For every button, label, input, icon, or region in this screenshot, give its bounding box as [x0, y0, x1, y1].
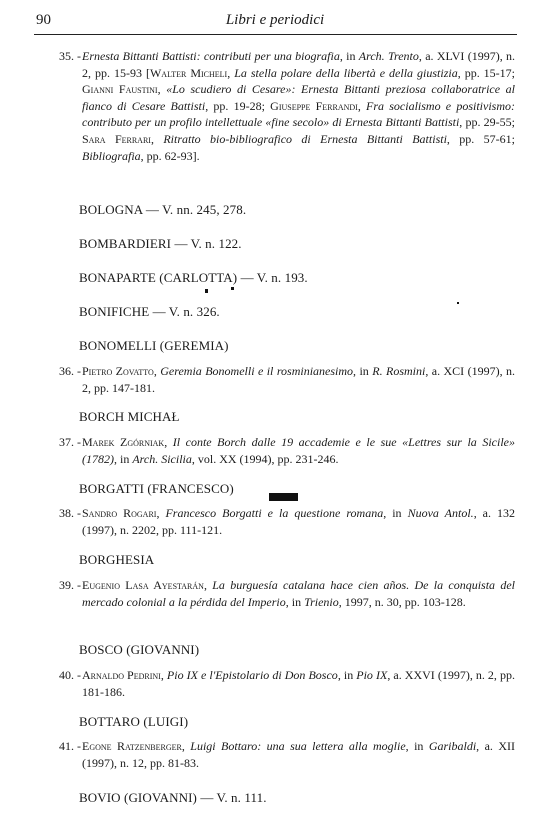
bibliography-entry-35 — [39, 48, 515, 164]
author-name: Walter Micheli — [149, 65, 228, 80]
title-text: Luigi Bottaro: una sua lettera alla moglie — [190, 739, 406, 753]
bibliography-entry-36 — [39, 363, 515, 396]
title-text: Fra socialismo e positivismo: contributo per un profilo intellettuale «fine secolo» di Ernesta Bittanti Battisti — [82, 98, 515, 130]
author-name: Sara Ferrari — [82, 131, 151, 146]
title-text: La burguesía catalana hace cien años. De la conquista del mercado colonial a la pérdida del Imperio — [82, 578, 516, 609]
citation-text: , in — [353, 364, 373, 378]
citation-text: , — [153, 364, 161, 378]
title-text: Ernesta Bittanti Battisti: contributi per una biografia — [82, 49, 340, 63]
title-text: Ritratto bio-bibliografico di Ernesta Bittanti Battisti — [163, 131, 447, 146]
citation-text: , pp. 19-28; — [205, 98, 271, 113]
title-text: Nuova Antol. — [407, 506, 474, 520]
scan-speck — [231, 287, 234, 290]
author-name: Gianni Faustini — [82, 82, 158, 97]
citation-text: , in — [114, 451, 133, 466]
entry-text — [82, 434, 515, 467]
citation-text: , a. 132 (1997), n. 2202, pp. 111-121. — [82, 506, 516, 537]
title-text: Il conte Borch dalle 19 accademie e le sue «Lettres sur la Sicile» (1782) — [82, 435, 515, 466]
entry-number: 41. - — [59, 739, 81, 753]
entry-text — [82, 48, 515, 164]
citation-text: , 1997, n. 30, pp. 103-128. — [338, 594, 466, 609]
heading-bombardieri: BOMBARDIERI — V. n. 122. — [79, 236, 242, 251]
citation-text: , a. XLVI (1997), n. 2, pp. 15-93 [ — [82, 49, 515, 80]
citation-text: , a. XII (1997), n. 12, pp. 81-83. — [82, 739, 515, 770]
citation-text: , — [150, 131, 164, 146]
heading-bovio: BOVIO (GIOVANNI) — V. n. 111. — [79, 790, 267, 805]
citation-text: , in — [383, 506, 408, 520]
citation-text: , — [164, 435, 173, 449]
title-text: Trienio — [304, 594, 339, 609]
entry-text — [82, 363, 515, 396]
heading-borch: BORCH MICHAŁ — [79, 409, 180, 424]
author-name: Egone Ratzenberger — [82, 739, 182, 753]
scan-speck — [205, 289, 208, 293]
citation-text: , in — [337, 668, 357, 682]
heading-bonaparte: BONAPARTE (CARLOTTA) — V. n. 193. — [79, 270, 308, 285]
title-text: «Lo scudiero di Cesare»: Ernesta Bittanti preziosa collaboratrice al fianco di Cesare Battisti — [82, 82, 516, 113]
title-text: R. Rosmini — [372, 364, 426, 378]
heading-borghesia: BORGHESIA — [79, 552, 155, 567]
heading-bologna: BOLOGNA — V. nn. 245, 278. — [79, 202, 247, 217]
entry-number: 37. - — [59, 435, 81, 449]
author-name: Sandro Rogari — [82, 506, 157, 520]
heading-bonifiche: BONIFICHE — V. n. 326. — [79, 304, 220, 319]
entry-number: 36. - — [59, 364, 81, 378]
author-name: Arnaldo Pedrini — [82, 668, 161, 682]
citation-text: , pp. 15-17; — [457, 65, 516, 80]
title-text: Pio IX e l'Epistolario di Don Bosco — [166, 668, 338, 682]
title-text: Geremia Bonomelli e il rosminianesimo — [160, 364, 354, 378]
title-text: Arch. Trento — [358, 49, 419, 63]
entry-number: 38. - — [59, 506, 81, 520]
citation-text: , in — [405, 739, 429, 753]
page-number: 90 — [36, 12, 51, 28]
author-name: Marek Zgórniak — [82, 435, 165, 449]
citation-text: , — [181, 739, 191, 753]
citation-text: , a. XXVI (1997), n. 2, pp. 181-186. — [82, 668, 515, 699]
title-text: Garibaldi — [428, 739, 477, 753]
author-name: Eugenio Lasa Ayestarán — [82, 578, 204, 592]
title-text: Pio IX — [356, 668, 388, 682]
entry-text — [82, 667, 515, 700]
citation-text: , pp. 62-93]. — [140, 148, 200, 163]
author-name: Pietro Zovatto — [82, 364, 154, 378]
citation-text: , pp. 57-61; — [446, 131, 515, 146]
heading-bottaro: BOTTARO (LUIGI) — [79, 714, 189, 729]
citation-text: , — [157, 82, 167, 97]
citation-text: , pp. 29-55; — [459, 115, 515, 130]
entry-number: 40. - — [59, 668, 81, 682]
entry-text — [82, 738, 515, 771]
citation-text: , in — [285, 594, 305, 609]
bibliography-entry-39 — [39, 577, 515, 610]
citation-text: , vol. XX (1994), pp. 231-246. — [191, 451, 339, 466]
citation-text: , — [203, 578, 213, 592]
title-text: Francesco Borgatti e la questione romana — [165, 506, 384, 520]
bibliography-entry-37 — [39, 434, 515, 467]
scan-speck — [457, 302, 459, 304]
entry-text — [82, 577, 515, 610]
heading-bonomelli: BONOMELLI (GEREMIA) — [79, 338, 229, 353]
heading-bosco: BOSCO (GIOVANNI) — [79, 642, 200, 657]
title-text: Bibliografia — [82, 148, 141, 163]
entry-text — [82, 505, 515, 538]
citation-text: , — [156, 506, 166, 520]
citation-text: , — [357, 98, 367, 113]
author-name: Giuseppe Ferrandi — [270, 98, 358, 113]
bibliography-entry-40 — [39, 667, 515, 700]
heading-borgatti: BORGATTI (FRANCESCO) — [79, 481, 234, 496]
entry-number: 35. - — [59, 49, 81, 63]
running-title: Libri e periodici — [225, 12, 325, 28]
citation-text: , — [227, 65, 235, 80]
citation-text: , a. XCI (1997), n. 2, pp. 147-181. — [82, 364, 516, 395]
citation-text: , — [160, 668, 167, 682]
bibliography-entry-41 — [39, 738, 515, 771]
title-text: La stella polare della libertà e della giustizia — [234, 65, 458, 80]
entry-number: 39. - — [59, 578, 81, 592]
bibliography-entry-38 — [39, 505, 515, 538]
scan-blot — [269, 493, 298, 501]
page-header — [36, 12, 514, 34]
title-text: Arch. Sicilia — [132, 451, 192, 466]
citation-text: , in — [339, 49, 359, 63]
header-rule — [34, 34, 517, 35]
